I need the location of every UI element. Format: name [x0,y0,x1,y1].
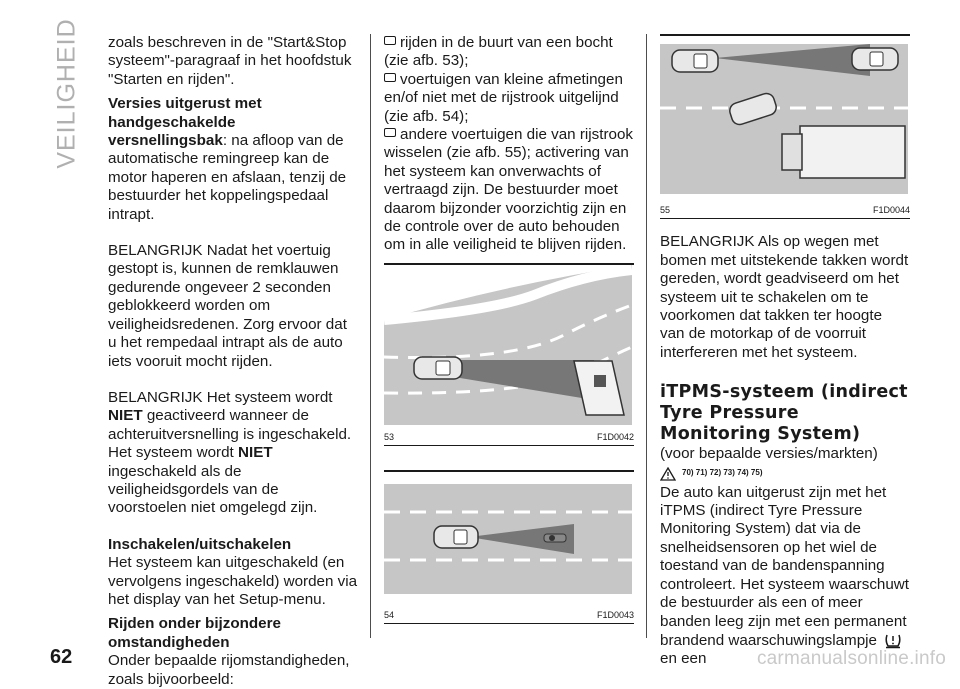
inschakelen-text: Het systeem kan uitgeschakeld (en vervolgens ingeschakeld) worden via het display van het Setup-menu. [108,554,358,608]
figure-code: F1D0043 [596,609,634,620]
niet-emphasis-1: NIET [108,407,143,425]
figure-53 [384,263,634,446]
column-3 [660,34,910,669]
figure-number: 55 [660,205,671,216]
column-divider-2 [646,34,647,638]
column-divider-1 [370,34,371,638]
curve-road-illustration [384,265,632,425]
figure-55-caption [660,203,910,219]
tyre-pressure-warning-icon [883,631,903,649]
figure-code: F1D0042 [596,432,634,443]
figure-code: F1D0044 [872,205,910,216]
column-2 [384,34,634,624]
section-tab [52,17,82,169]
figure-53-caption [384,430,634,446]
intro-paragraph: zoals beschreven in de "Start&Stop systeem"-paragraaf in het hoofdstuk "Starten en rijden". [108,34,352,88]
tpms-text: De auto kan uitgerust zijn met het iTPMS (indirect Tyre Pressure Monitoring System) dat via de snelheidsensoren op het wiel de toestand van de bandenspanning controleert. Het systeem waarschuwt de bestuurder als een of meer banden leeg zijn met een permanent brandend waarschuwingslampje [660,483,909,649]
versies-text: na afloop van de automatische remingreep kan de motor haperen en afslaan, tenzij de bestuurder het koppelingspedaal intrapt. [108,132,347,223]
versies-heading: Versies uitgerust met handgeschakelde versnellingsbak [108,95,262,150]
belangrijk2-end: ingeschakeld als de veiligheidsgordels van de voorstoelen niet omgelegd zijn. [108,462,318,517]
belangrijk-paragraph-2 [108,389,358,518]
page-number: 62 [50,646,73,668]
rijden-text: Onder bepaalde rijomstandigheden, zoals bijvoorbeeld: [108,652,350,688]
tpms-text-end: en een [660,650,707,668]
bullet-item: rijden in de buurt van een bocht (zie afb. 53); [384,34,613,70]
versies-paragraph [108,95,358,224]
lane-road-illustration [384,472,632,602]
belangrijk2-start: BELANGRIJK Het systeem wordt [108,388,333,406]
belangrijk-paragraph-3: BELANGRIJK Als op wegen met bomen met uitstekende takken wordt gereden, wordt geadviseerd om het systeem uit te schakelen om te voorkomen dat takken ter hoogte van de motorkap of de voorruit interfereren met het systeem. [660,233,909,361]
niet-emphasis-2: NIET [238,444,273,462]
bullet-icon [384,73,396,82]
column-1 [108,34,358,689]
figure-54 [384,470,634,623]
section-tab-label: VEILIGHEID [52,17,81,169]
figure-54-caption [384,608,634,624]
inschakelen-heading: Inschakelen/uitschakelen [108,535,292,553]
truck-icon [800,126,905,178]
bullet-icon [384,128,396,137]
warning-triangle-icon [660,467,676,481]
watermark: carmanualsonline.info [756,648,946,669]
figure-55 [660,34,910,219]
warning-refs-text: 70) 71) 72) 73) 74) 75) [682,468,763,478]
belangrijk2-middle: geactiveerd wanneer de achteruitversnelling is ingeschakeld. Het systeem wordt [108,407,352,462]
belangrijk-paragraph-1: BELANGRIJK Nadat het voertuig gestopt is, kunnen de remklauwen gedurende ongeveer 2 seconden geblokkeerd worden om veiligheidsredenen. Zorg ervoor dat u het rempedaal intrapt als de auto iets vooruit mocht rijden. [108,242,347,370]
tpms-subheading: (voor bepaalde versies/markten) [660,445,878,463]
figure-number: 53 [384,432,395,443]
rijden-heading: Rijden onder bijzondere omstandigheden [108,615,281,651]
bullet-item: voertuigen van kleine afmetingen en/of niet met de rijstrook uitgelijnd (zie afb. 54); [384,70,623,125]
tpms-paragraph [660,484,910,669]
bullet-icon [384,36,396,45]
warning-references [660,464,910,484]
figure-number: 54 [384,609,395,620]
lane-change-illustration [660,36,908,198]
bullet-item: andere voertuigen die van rijstrook wisselen (zie afb. 55); activering van het systeem kan onverwachts of vertraagd zijn. De bestuurder moet daarom bijzonder voorzichtig zijn en de controle over de auto behouden om in alle veiligheid te blijven rijden. [384,126,634,254]
tpms-heading: iTPMS-systeem (indirect Tyre Pressure Monitoring System) [660,382,908,445]
versies-colon: : [222,132,228,150]
